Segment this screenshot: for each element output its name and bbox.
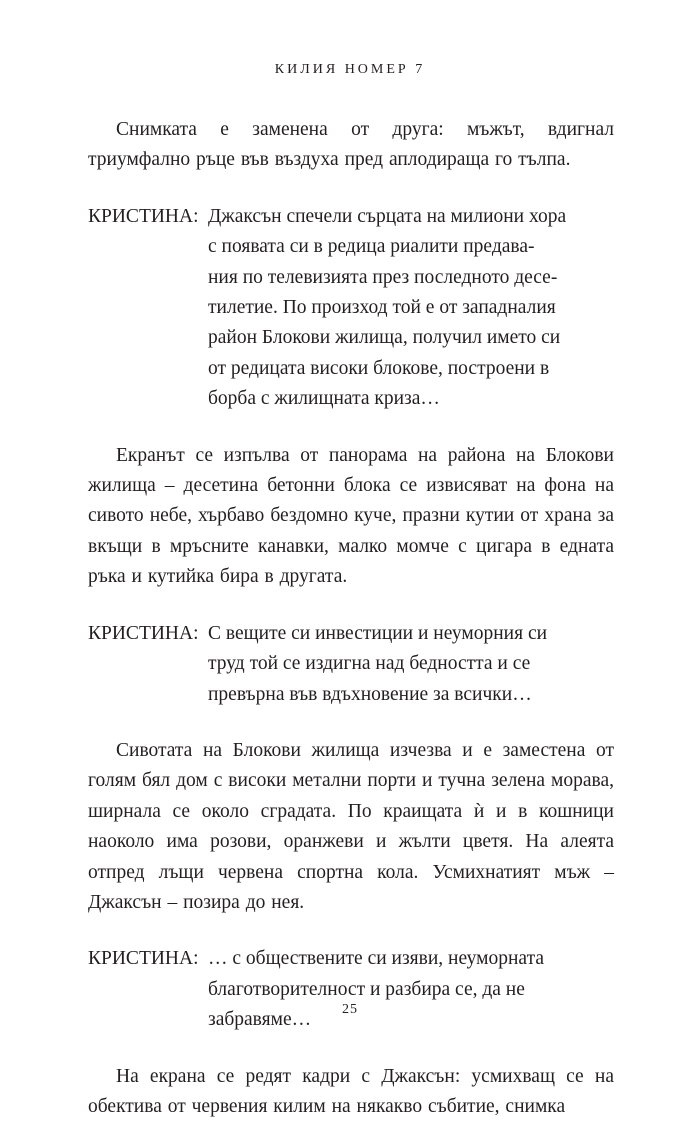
- dialogue-block: [88, 202, 614, 415]
- speaker-name: КРИСТИНА:: [88, 948, 199, 970]
- narrative-paragraph: Сивотата на Блокови жилища изчезва и е заместена от голям бял дом с високи метални порти и тучна зелена морава, ширнала се около сградата. По краищата ѝ и в кошници наоколо има розови, оранжеви и жълти цветя. На алеята отпред лъщи червена спортна кола. Усмихнатият мъж – Джаксън – позира до нея.: [88, 739, 614, 913]
- speech-line: благотворителност и разбира се, да не: [208, 978, 525, 1000]
- block-spacer: [88, 593, 614, 619]
- speech-line: Джаксън спечели сърцата на милиони хора: [208, 205, 567, 227]
- speech-line: район Блокови жилища, получил името си: [208, 327, 561, 349]
- speech-line: с появата си в редица риалити предава-: [208, 236, 535, 258]
- block-spacer: [88, 918, 614, 944]
- speaker-name: КРИСТИНА:: [88, 205, 199, 227]
- page-body: [88, 115, 614, 1122]
- speaker-name: КРИСТИНА:: [88, 622, 199, 644]
- speech-line: превърна във вдъхновение за всички…: [208, 683, 532, 705]
- running-header: КИЛИЯ НОМЕР 7: [274, 62, 426, 77]
- page-number: 25: [342, 1002, 358, 1017]
- narrative-paragraph: Екранът се изпълва от панорама на района на Блокови жилища – десетина бетонни блока се извисяват на фона на сивото небе, хърбаво бездомно куче, празни кутии от храна за вкъщи в мръсните канавки, малко момче с цигара в едната ръка и кутийка бира в другата.: [88, 444, 614, 588]
- narrative-paragraph: Снимката е заменена от друга: мъжът, вдигнал триумфално ръце във въздуха пред аплодираща го тълпа.: [88, 119, 614, 171]
- speech-line: ния по телевизията през последното десе-: [208, 266, 558, 288]
- speech-line: от редицата високи блокове, построени в: [208, 357, 550, 379]
- speech-line: борба с жилищната криза…: [208, 388, 440, 410]
- speech-line: … с обществените си изяви, неуморната: [208, 948, 544, 970]
- speech-text: [208, 619, 614, 710]
- narrative-paragraph: На екрана се редят кадри с Джаксън: усмихващ се на обектива от червения килим на някакво събитие, снимка: [88, 1065, 614, 1117]
- speech-line: забравяме…: [208, 1009, 312, 1031]
- speech-line: тилетие. По произход той е от западналия: [208, 297, 556, 319]
- dialogue-block: [88, 619, 614, 710]
- speech-line: труд той се издигна над бедността и се: [208, 653, 531, 675]
- dialogue-block: [88, 944, 614, 1035]
- speech-text: [208, 944, 614, 1035]
- block-spacer: [88, 415, 614, 441]
- block-spacer: [88, 176, 614, 202]
- speech-text: [208, 202, 614, 415]
- block-spacer: [88, 710, 614, 736]
- speech-line: С вещите си инвестиции и неуморния си: [208, 622, 548, 644]
- block-spacer: [88, 1036, 614, 1062]
